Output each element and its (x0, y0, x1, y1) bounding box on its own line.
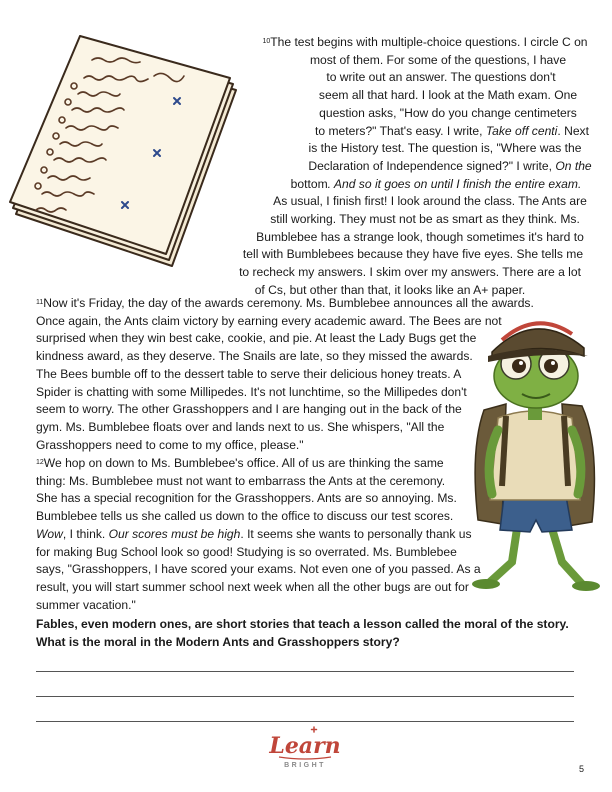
paragraph-10-line: Bumblebee has a strange look, though sometimes it's hard to (256, 229, 584, 244)
paragraph-11-line: gym. Ms. Bumblebee floats over and lands next to us. She whispers, "All the (36, 419, 445, 434)
paragraph-10-line: to meters?" That's easy. I write, Take off centi. Next (315, 123, 589, 138)
paragraph-11-line: Grasshoppers need to come to my office, please." (36, 437, 304, 452)
paragraph-12-line: says, "Grasshoppers, I have scored your exams. Not even one of you passed. As a (36, 562, 481, 577)
paragraph-12-line: Wow, I think. Our scores must be high. It seems she wants to personally thank us (36, 526, 472, 541)
logo-sparkle-icon (312, 727, 317, 732)
paragraph-12-line: summer vacation." (36, 597, 136, 612)
paragraph-11-line: surprised when they win best cake, cookie, and pie. At least the Lady Bugs get the (36, 331, 477, 346)
paragraph-11-line: The Bees bumble off to the dessert table to serve their delicious honey treats. A (36, 366, 462, 381)
paragraph-10-line: still working. They must not be as smart as they think. Ms. (270, 212, 580, 227)
paragraph-10-line: $^{10}$The test begins with multiple-choice questions. I circle C on (262, 35, 588, 49)
paragraph-12-line: result, you will start summer school next week when all the other bugs are out for (36, 579, 469, 594)
logo-sub: BRIGHT (284, 762, 326, 769)
paragraph-10-line: tell with Bumblebees because they have five eyes. She tells me (242, 247, 584, 262)
paragraph-10-line: to recheck my answers. I skim over my answers. There are a lot (239, 265, 581, 280)
paragraph-10-line: Declaration of Independence signed?" I write, On the (308, 158, 592, 173)
answer-line[interactable] (36, 671, 574, 672)
paragraph-10-line: seem all that hard. I look at the Math exam. One (318, 88, 578, 103)
paragraph-11-line: $^{11}$Now it's Friday, the day of the awards ceremony. Ms. Bumblebee announces all the awards. (36, 296, 534, 310)
paragraph-10-line: most of them. For some of the questions, I have (309, 52, 567, 67)
paragraph-12-line: for making Bug School look so good! Studying is so overrated. Ms. Bumblebee (36, 544, 457, 559)
paragraph-12 (36, 455, 481, 614)
paragraph-12-line: $^{12}$We hop on down to Ms. Bumblebee's office. All of us are thinking the same (36, 456, 444, 470)
paragraph-10-line: of Cs, but other than that, it looks like an A+ paper. (254, 282, 526, 297)
paragraph-11 (36, 295, 534, 454)
paragraph-10 (220, 34, 600, 300)
logo-word: Learn (269, 733, 341, 759)
grasshopper-illustration (462, 300, 608, 596)
paragraph-11-line: seem to worry. The other Grasshoppers and I are hanging out in the back of the (36, 402, 462, 417)
test-papers-illustration (4, 32, 240, 268)
paragraph-10-line: to write out an answer. The questions don't (326, 70, 556, 85)
moral-question: Fables, even modern ones, are short stories that teach a lesson called the moral of the story. What is the moral in the Modern Ants and Grasshoppers story? (36, 617, 569, 649)
paragraph-number: 11 (36, 299, 44, 306)
paragraph-11-line: Once again, the Ants claim victory by earning every academic award. The Bees are not (36, 313, 502, 328)
paragraph-10-line: question asks, "How do you change centimeters (319, 105, 577, 120)
paragraph-10-line: bottom. And so it goes on until I finish the entire exam. (290, 176, 582, 191)
paragraph-number: 10 (262, 38, 271, 45)
paragraph-number: 12 (36, 459, 44, 466)
paragraph-12-line: She has a special recognition for the Grasshoppers. Ants are so annoying. Ms. (36, 491, 457, 506)
paragraph-11-line: Spider is chatting with some Millipedes. It's not lunchtime, so the Millipedes don't (36, 384, 467, 399)
paragraph-10-line: As usual, I finish first! I look around the class. The Ants are (273, 194, 587, 209)
page-number: 5 (578, 764, 584, 774)
learn-bright-logo (255, 722, 355, 772)
paragraph-12-line: thing: Ms. Bumblebee must not want to embarrass the Ants at the ceremony. (36, 473, 446, 488)
paragraph-10-line: is the History test. The question is, "Where was the (308, 141, 582, 156)
paragraph-11-line: kindness award, as they deserve. The Snails are late, so they missed the awards. (36, 349, 473, 364)
paragraph-12-line: Bumblebee tells us she called us down to the office to discuss our test scores. (36, 509, 454, 524)
answer-line[interactable] (36, 696, 574, 697)
